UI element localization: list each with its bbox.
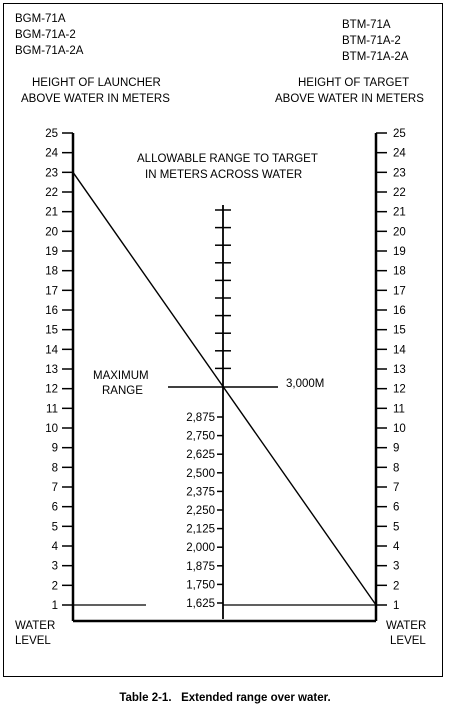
launcher-tick-label: 25 [45, 128, 58, 140]
water-level-right-2: LEVEL [390, 635, 426, 647]
launcher-tick-label: 24 [45, 147, 58, 160]
launcher-tick-label: 19 [45, 246, 58, 258]
target-tick-label: 2 [393, 580, 400, 593]
launcher-tick-label: 3 [51, 560, 58, 573]
target-tick-label: 16 [393, 305, 406, 317]
target-tick-label: 6 [393, 501, 400, 514]
target-tick-label: 3 [393, 560, 400, 573]
target-tick-label: 24 [393, 147, 406, 160]
target-axis-title-1: HEIGHT OF TARGET [298, 77, 410, 89]
center-title-2: IN METERS ACROSS WATER [145, 169, 303, 181]
target-tick-label: 14 [393, 344, 406, 357]
launcher-tick-label: 12 [45, 383, 58, 396]
range-tick-label: 2,875 [186, 412, 215, 424]
target-tick-label: 13 [393, 364, 406, 376]
launcher-tick-label: 20 [45, 226, 58, 239]
target-axis-title-2: ABOVE WATER IN METERS [275, 93, 424, 105]
launcher-model-2: BGM-71A-2 [15, 29, 76, 41]
water-level-right-1: WATER [386, 620, 427, 632]
launcher-tick-label: 10 [45, 423, 58, 435]
target-tick-label: 5 [393, 521, 400, 534]
target-model-3: BTM-71A-2A [342, 51, 409, 63]
launcher-tick-label: 13 [45, 364, 58, 376]
target-tick-label: 19 [393, 246, 406, 258]
target-tick-label: 7 [393, 482, 400, 494]
range-tick-label: 2,750 [186, 430, 215, 443]
target-tick-label: 9 [393, 442, 400, 455]
max-range-label-2: RANGE [102, 385, 143, 397]
target-model-2: BTM-71A-2 [342, 35, 401, 47]
launcher-tick-label: 23 [45, 167, 58, 180]
target-tick-label: 11 [393, 403, 405, 416]
target-tick-label: 25 [393, 128, 406, 140]
launcher-tick-label: 1 [51, 600, 58, 612]
target-tick-label: 18 [393, 265, 406, 278]
table-caption: Table 2-1. Extended range over water. [119, 692, 331, 704]
launcher-tick-label: 5 [51, 521, 58, 534]
target-tick-label: 21 [393, 206, 406, 219]
range-tick-label: 2,125 [186, 523, 215, 536]
range-tick-label: 2,250 [186, 505, 215, 517]
water-level-left-2: LEVEL [15, 635, 51, 647]
range-tick-label: 2,500 [186, 467, 215, 480]
target-tick-label: 12 [393, 383, 406, 396]
water-level-left-1: WATER [15, 620, 56, 632]
max-range-label-1: MAXIMUM [93, 370, 149, 382]
range-tick-label: 2,375 [186, 486, 215, 499]
target-model-1: BTM-71A [342, 19, 391, 31]
target-tick-label: 1 [393, 600, 400, 612]
range-tick-label: 1,750 [186, 579, 215, 592]
target-tick-label: 8 [393, 462, 400, 475]
launcher-tick-label: 14 [45, 344, 58, 357]
launcher-tick-label: 9 [51, 442, 58, 455]
launcher-model-3: BGM-71A-2A [15, 45, 84, 57]
max-range-value: 3,000M [286, 378, 325, 390]
launcher-tick-label: 15 [45, 324, 58, 337]
launcher-axis-title-1: HEIGHT OF LAUNCHER [32, 77, 161, 89]
launcher-tick-label: 22 [45, 187, 58, 199]
launcher-tick-label: 4 [51, 541, 58, 553]
launcher-tick-label: 8 [51, 462, 58, 475]
target-tick-label: 23 [393, 167, 406, 180]
range-tick-label: 2,625 [186, 449, 215, 462]
center-title-1: ALLOWABLE RANGE TO TARGET [137, 153, 318, 165]
launcher-tick-label: 18 [45, 265, 58, 278]
range-tick-label: 1,875 [186, 560, 215, 573]
launcher-tick-label: 7 [51, 482, 58, 494]
launcher-axis-title-2: ABOVE WATER IN METERS [21, 93, 170, 105]
target-tick-label: 15 [393, 324, 406, 337]
target-tick-label: 10 [393, 423, 406, 435]
launcher-tick-label: 16 [45, 305, 58, 317]
target-tick-label: 20 [393, 226, 406, 239]
launcher-tick-label: 17 [45, 285, 58, 298]
launcher-tick-label: 2 [51, 580, 58, 593]
target-tick-label: 4 [393, 541, 400, 553]
launcher-tick-label: 6 [51, 501, 58, 514]
range-tick-label: 2,000 [186, 542, 215, 555]
range-tick-label: 1,625 [186, 598, 215, 610]
launcher-tick-label: 21 [45, 206, 58, 219]
launcher-model-1: BGM-71A [15, 13, 66, 25]
target-tick-label: 22 [393, 187, 406, 199]
launcher-tick-label: 11 [46, 403, 58, 416]
target-tick-label: 17 [393, 285, 406, 298]
example-sight-line [73, 172, 376, 605]
